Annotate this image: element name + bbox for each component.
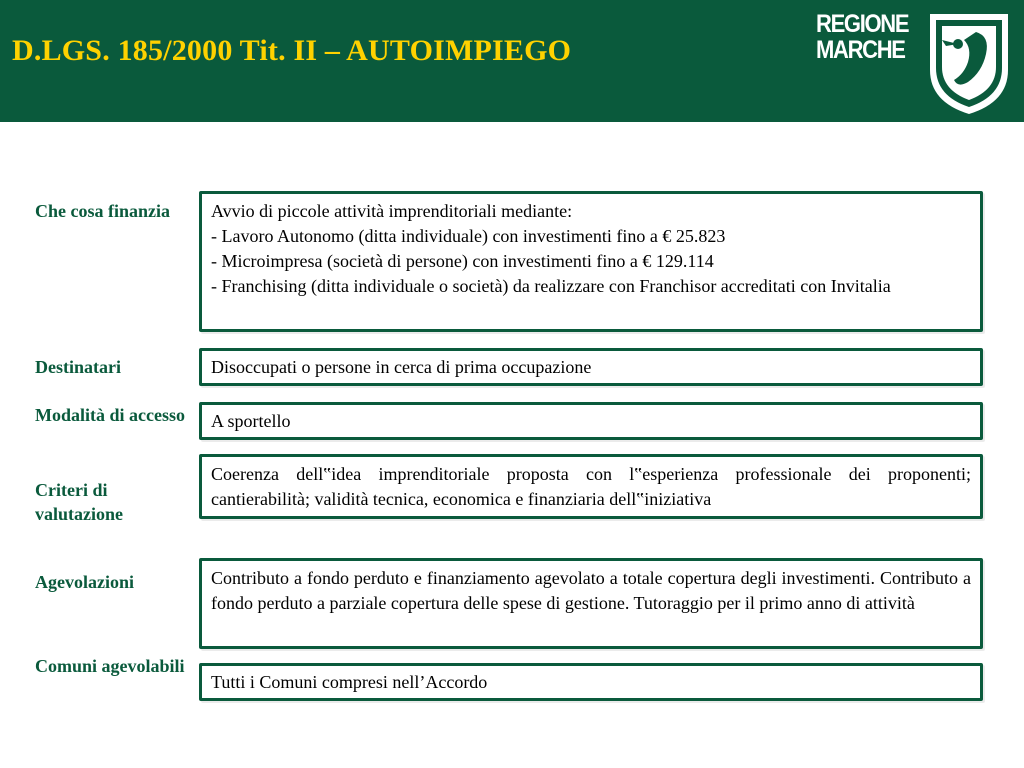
finanzia-line-3: - Microimpresa (società di persone) con investimenti fino a € 129.114	[211, 251, 714, 271]
label-destinatari: Destinatari	[35, 357, 121, 377]
box-modalita-di-accesso: A sportello	[199, 402, 983, 440]
finanzia-line-2: - Lavoro Autonomo (ditta individuale) con investimenti fino a € 25.823	[211, 226, 726, 246]
finanzia-line-1: Avvio di piccole attività imprenditoriali mediante:	[211, 201, 573, 221]
box-comuni-agevolabili: Tutti i Comuni compresi nell’Accordo	[199, 663, 983, 701]
page-title: D.LGS. 185/2000 Tit. II – AUTOIMPIEGO	[12, 34, 572, 67]
label-criteri-di-valutazione: Criteri di valutazione	[35, 480, 123, 524]
label-agevolazioni: Agevolazioni	[35, 572, 134, 592]
logo-text-line2: MARCHE	[816, 36, 905, 64]
finanzia-line-4: - Franchising (ditta individuale o società) da realizzare con Franchisor accreditati con Invitalia	[211, 276, 891, 296]
coat-of-arms-icon	[924, 10, 1014, 116]
label-che-cosa-finanzia: Che cosa finanzia	[35, 201, 170, 221]
box-che-cosa-finanzia	[199, 191, 983, 332]
header-bar	[0, 0, 1024, 122]
label-comuni-agevolabili: Comuni agevolabili	[35, 656, 185, 676]
logo-text-line1: REGIONE	[816, 10, 909, 38]
box-criteri-di-valutazione: Coerenza dell‟idea imprenditoriale proposta con l‟esperienza professionale dei proponenti; cantierabilità; validità tecnica, economica e finanziaria dell‟iniziativa	[199, 454, 983, 519]
label-modalita-di-accesso: Modalità di accesso	[35, 405, 185, 425]
regione-marche-logo	[812, 6, 1018, 116]
box-agevolazioni: Contributo a fondo perduto e finanziamento agevolato a totale copertura degli investimenti. Contributo a fondo perduto a parziale copertura delle spese di gestione. Tutoraggio per il primo anno di attività	[199, 558, 983, 649]
box-destinatari: Disoccupati o persone in cerca di prima occupazione	[199, 348, 983, 386]
